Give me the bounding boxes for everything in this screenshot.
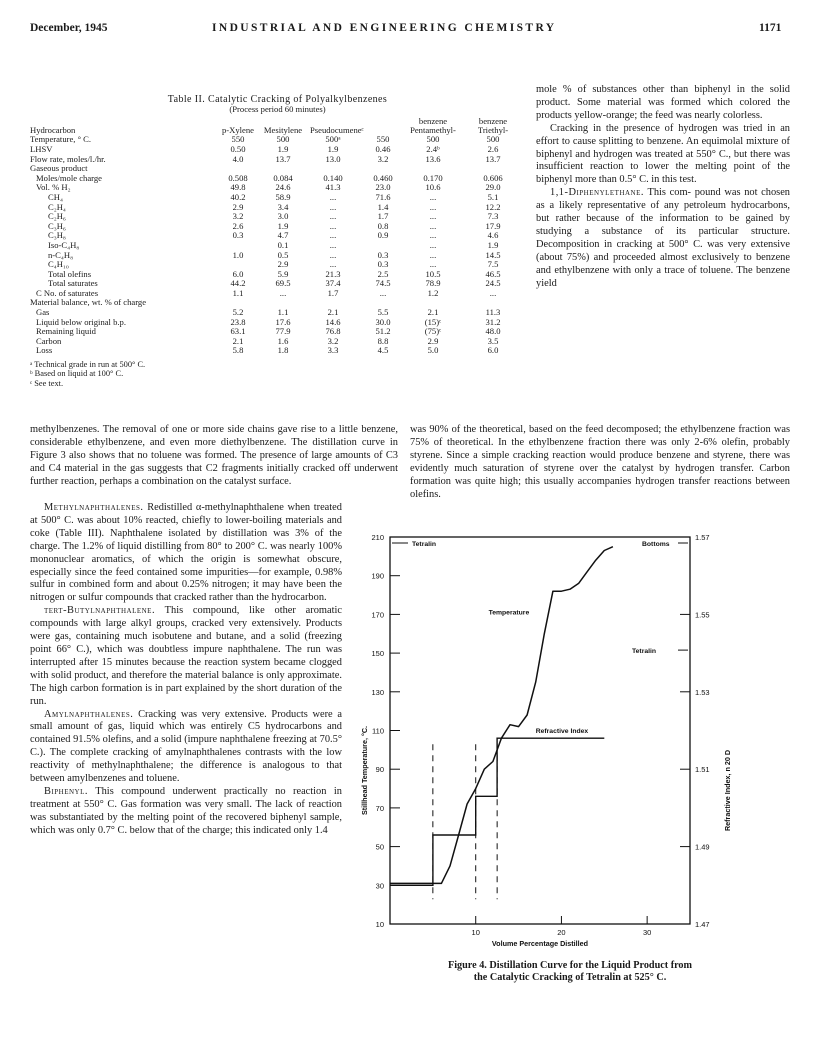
table-cell: 29.0 bbox=[485, 182, 501, 193]
table-cell: 6.0 bbox=[232, 268, 244, 279]
table-cell: ... bbox=[329, 249, 337, 260]
table-cell: 17.6 bbox=[275, 316, 291, 327]
table-cell: 1.2 bbox=[427, 287, 439, 298]
table-cell: 51.2 bbox=[375, 326, 391, 337]
row-label: C No. of saturates bbox=[36, 287, 99, 298]
table-title: Table II. Catalytic Cracking of Polyalkylbenzenes bbox=[167, 94, 388, 105]
table-cell: 5.0 bbox=[427, 345, 439, 356]
table-cell: 46.5 bbox=[485, 268, 501, 279]
table-cell: ... bbox=[329, 239, 337, 250]
table-cell: ... bbox=[329, 211, 337, 222]
table-cell: 0.8 bbox=[377, 220, 389, 231]
row-label: Total saturates bbox=[48, 278, 98, 289]
table-cell: 74.5 bbox=[375, 278, 391, 289]
run-in-heading: Biphenyl. bbox=[44, 785, 88, 797]
table-cell: 500 bbox=[426, 134, 440, 145]
table-cell: benzene bbox=[418, 116, 448, 127]
table-cell: 1.9 bbox=[277, 143, 289, 154]
table-cell: p-Xylene bbox=[222, 124, 254, 135]
row-label: Total olefins bbox=[48, 268, 92, 279]
table-cell: 2.9 bbox=[232, 201, 244, 212]
table-cell: 0.508 bbox=[228, 172, 248, 183]
table-subtitle: (Process period 60 minutes) bbox=[229, 103, 326, 114]
table-cell: 3.2 bbox=[232, 211, 244, 222]
x-tick-label: 10 bbox=[471, 928, 480, 937]
y-tick-label: 70 bbox=[375, 803, 384, 813]
figure-4-chart bbox=[345, 522, 815, 962]
table-cell: 0.3 bbox=[377, 249, 389, 260]
row-label: LHSV bbox=[30, 143, 53, 154]
table-cell: ... bbox=[329, 191, 337, 202]
table-cell: 4.7 bbox=[277, 230, 289, 241]
y-tick-label: 10 bbox=[375, 920, 384, 929]
row-label: CH₄ bbox=[48, 191, 63, 202]
run-in-heading: Methylnaphthalenes. bbox=[44, 502, 144, 513]
table-cell: 7.5 bbox=[487, 259, 499, 270]
table-cell: 1.7 bbox=[377, 211, 389, 222]
y-tick-label: 130 bbox=[371, 687, 384, 697]
table-cell: 500 bbox=[486, 134, 500, 145]
table-cell: 2.1 bbox=[232, 335, 244, 346]
row-label: Hydrocarbon bbox=[30, 124, 76, 135]
table-cell: 5.9 bbox=[277, 268, 289, 279]
table-cell: 13.7 bbox=[485, 153, 501, 164]
paragraph: Cracking in the presence of hydrogen was tried in an effort to cause splitting to benzene. An equimolal mixture of biphenyl and hydrogen was treated at 550° C., but there was insufficient reaction to lower the melting point of the biphenyl more than 0.5° C. in this test. bbox=[536, 122, 790, 186]
table-cell: 0.46 bbox=[375, 143, 391, 154]
table-cell: 0.9 bbox=[377, 230, 389, 241]
table-cell: ... bbox=[429, 211, 437, 222]
annotation-bottoms: Bottoms bbox=[642, 541, 670, 548]
right-column-text bbox=[536, 84, 790, 291]
page-number: 1171 bbox=[759, 22, 782, 34]
row-label: C₃H₈ bbox=[48, 230, 66, 241]
table-cell: 8.8 bbox=[377, 335, 389, 346]
table-cell: Pseudocumeneᶜ bbox=[310, 124, 364, 135]
table-cell: 550 bbox=[231, 134, 245, 145]
table-cell: ... bbox=[329, 201, 337, 212]
y-tick-label: 150 bbox=[371, 649, 384, 659]
table-cell: Mesitylene bbox=[263, 124, 303, 135]
y-tick-label: 110 bbox=[372, 726, 384, 736]
row-label: C₂H₆ bbox=[48, 211, 66, 222]
mid-left-text bbox=[30, 424, 398, 489]
y-tick-label: 30 bbox=[375, 881, 384, 891]
row-label: n-C₄H₈ bbox=[48, 249, 74, 260]
footnote-b: ᵇ Based on liquid at 100° C. bbox=[30, 369, 124, 379]
row-label: Flow rate, moles/l./hr. bbox=[30, 153, 106, 164]
table-cell: ... bbox=[429, 201, 437, 212]
table-cell: 11.3 bbox=[485, 307, 501, 318]
table-cell: 21.3 bbox=[325, 268, 341, 279]
table-cell: 2.9 bbox=[277, 259, 289, 270]
y2-tick-label: 1.47 bbox=[695, 920, 710, 929]
row-label: Liquid below original b.p. bbox=[36, 316, 126, 327]
table-cell: 23.0 bbox=[375, 182, 391, 193]
table-cell: 5.8 bbox=[232, 345, 244, 356]
table-cell: 13.0 bbox=[325, 153, 341, 164]
table-cell: 0.170 bbox=[423, 172, 443, 183]
paragraph-text: Redistilled α-methylnaphthalene when treated at 500° C. was about 10% reacted, chiefly to lower-boiling materials and coke (Table III). Naphthalene isolated by distillation was 3% of the charge. The 1.2% of liquid distilling from 80° to 200° C. was nearly 100% mononuclear aromatics, of which the origin is somewhat obscure, especially since the feed contained some impurities—for example, 0.98% sulfur in combined form and about 0.25% nitrogen; it may have been the nitrogen or sulfur compounds that cracked rather than the hydrocarbon. bbox=[30, 502, 342, 604]
table-cell: 5.2 bbox=[232, 307, 244, 318]
paragraph-text: This compound, like other aromatic compounds with large alkyl groups, cracked very extensively. Products were gas, containing much isobutene and butane, and a solid (freezing point 66° C.), which was doubtless impure naphthalene. The run was interrupted after 15 minutes because the reaction system became clogged with solid product, and therefore the material balance is only approximate. The high carbon formation is in part explained by the short duration of the run. bbox=[30, 605, 342, 707]
table-cell: 4.6 bbox=[487, 230, 499, 241]
y2-tick-label: 1.49 bbox=[695, 842, 710, 852]
paragraph: methylbenzenes. The removal of one or more side chains gave rise to a little benzene, considerable ethylbenzene, and even more diethylbenzene. The distillation curve in Figure 3 also shows that no toluene was formed. The presence of large amounts of C3 and C4 material in the gas suggests that C2 fragments initially cracked off underwent further reaction, perhaps a combination on the catalyst surface. bbox=[30, 424, 398, 487]
table-cell: 5.5 bbox=[377, 307, 389, 318]
table-cell: 1.9 bbox=[327, 143, 339, 154]
table-cell: ... bbox=[329, 230, 337, 241]
journal-title: INDUSTRIAL AND ENGINEERING CHEMISTRY bbox=[212, 22, 557, 34]
temperature-series-line bbox=[390, 547, 613, 884]
paragraph-biphenyl bbox=[30, 786, 342, 838]
table-cell: 41.3 bbox=[325, 182, 341, 193]
row-label: Carbon bbox=[36, 335, 62, 346]
table-cell: 31.2 bbox=[485, 316, 501, 327]
table-row bbox=[30, 155, 525, 165]
table-cell: 7.3 bbox=[487, 211, 499, 222]
row-label: C₄H₁₀ bbox=[48, 259, 69, 270]
y-tick-label: 210 bbox=[371, 533, 384, 542]
table-row bbox=[30, 279, 525, 289]
table-cell: 44.2 bbox=[230, 278, 246, 289]
row-label: Gas bbox=[36, 307, 50, 318]
table-cell: ... bbox=[329, 259, 337, 270]
table-cell: 4.5 bbox=[377, 345, 389, 356]
table-cell: 14.5 bbox=[485, 249, 501, 260]
table-cell: 1.4 bbox=[377, 201, 389, 212]
annotation-tetralin-left: Tetralin bbox=[412, 541, 437, 548]
paragraph-text: pound was not chosen as a likely representative of any petroleum hydrocarbons, but rather because of the information to be gained by studying a substance of its particular structure. Decomposition in cracking at 500° C. was very extensive (about 75%) and proceeded almost exclusively to benzene and ethylbenzene with only a trace of toluene. The benzene yield bbox=[536, 187, 791, 289]
table-cell: ... bbox=[489, 287, 497, 298]
footnote-a: ᵃ Technical grade in run at 500° C. bbox=[30, 360, 146, 370]
annotation-temperature: Temperature bbox=[488, 609, 530, 617]
table-cell: 0.606 bbox=[483, 172, 503, 183]
paragraph: mole % of substances other than biphenyl in the solid product. Some material was formed which colored the products yellow-orange; the feed was nearly colorless. bbox=[536, 84, 790, 121]
y2-tick-label: 1.57 bbox=[695, 533, 710, 542]
table-cell: 0.3 bbox=[377, 259, 389, 270]
table-cell: ... bbox=[279, 287, 287, 298]
figure-caption bbox=[350, 960, 790, 984]
table-cell: 49.8 bbox=[230, 182, 246, 193]
row-label: Gaseous product bbox=[30, 163, 88, 174]
caption-line-1: Figure 4. Distillation Curve for the Liquid Product from bbox=[447, 960, 693, 971]
table-body bbox=[30, 117, 525, 356]
table-cell: ... bbox=[379, 287, 387, 298]
footnote-c: ᶜ See text. bbox=[30, 378, 64, 388]
table-cell: 78.9 bbox=[425, 278, 441, 289]
table-cell: 1.9 bbox=[277, 220, 289, 231]
table-cell: 37.4 bbox=[325, 278, 341, 289]
paragraph: was 90% of the theoretical, based on the feed decomposed; the ethylbenzene fraction was 75% of theoretical. In the ethylbenzene fraction there was only 2-6% olefin, probably styrene. Since a simple cracking reaction would produce benzene and styrene, there was evidently much saturation of styrene over the catalyst by hydrogen transfer. Carbon formation was quite high; this usually accompanies hydrogen transfer reactions between olefins. bbox=[410, 424, 790, 500]
table-cell: 69.5 bbox=[275, 278, 291, 289]
table-cell: 58.9 bbox=[275, 191, 291, 202]
table-cell: 0.3 bbox=[232, 230, 244, 241]
table-cell: 1.7 bbox=[327, 287, 339, 298]
table-cell: 2.4ᵇ bbox=[426, 143, 440, 154]
table-cell: 0.084 bbox=[273, 172, 293, 183]
table-cell: ... bbox=[429, 191, 437, 202]
y2-tick-label: 1.51 bbox=[695, 765, 710, 775]
table-cell: 2.1 bbox=[327, 307, 339, 318]
table-cell: ... bbox=[429, 249, 437, 260]
y-axis-label: Stillhead Temperature, °C. bbox=[360, 725, 369, 816]
table-cell: Triethyl- bbox=[477, 124, 509, 135]
table-cell: 2.5 bbox=[377, 268, 389, 279]
table-cell: 12.2 bbox=[485, 201, 501, 212]
y-tick-label: 190 bbox=[371, 571, 384, 581]
caption-line-2: the Catalytic Cracking of Tetralin at 525° C. bbox=[473, 972, 667, 983]
paragraph-butylnaphthalene bbox=[30, 605, 342, 708]
table-cell: ... bbox=[329, 220, 337, 231]
table-cell: 3.4 bbox=[277, 201, 289, 212]
y-tick-label: 170 bbox=[371, 610, 384, 620]
table-cell: (75)ᶜ bbox=[424, 326, 442, 337]
table-row bbox=[30, 346, 525, 356]
table-cell: 4.0 bbox=[232, 153, 244, 164]
table-cell: 5.1 bbox=[487, 191, 499, 202]
table-cell: 10.6 bbox=[425, 182, 441, 193]
running-date: December, 1945 bbox=[30, 22, 108, 34]
bottom-left-text bbox=[30, 502, 342, 838]
table-cell: 77.9 bbox=[275, 326, 291, 337]
row-label: Vol. % H₂ bbox=[36, 182, 71, 193]
table-cell: 24.6 bbox=[275, 182, 291, 193]
table-cell: 1.6 bbox=[277, 335, 289, 346]
row-label: C₂H₄ bbox=[48, 201, 66, 212]
row-label: Material balance, wt. % of charge bbox=[30, 297, 147, 308]
y2-tick-label: 1.55 bbox=[695, 610, 710, 620]
table-cell: 2.1 bbox=[427, 307, 439, 318]
mid-right-text bbox=[410, 424, 790, 501]
paragraph-methylnaphthalenes bbox=[30, 502, 342, 605]
paragraph-text: This compound underwent practically no reaction in treatment at 550° C. Gas formation was very small. The lack of reaction was substantiated by the melting point of the recovered biphenyl sample, which was only 0.7° C. below that of the charge; this indicated only 1.4 bbox=[30, 785, 342, 836]
table-cell: 500 bbox=[276, 134, 290, 145]
table-cell: 76.8 bbox=[325, 326, 341, 337]
table-cell: 6.0 bbox=[487, 345, 499, 356]
run-in-text: This com- bbox=[647, 187, 692, 199]
row-label: Iso-C₄H₈ bbox=[48, 239, 80, 250]
table-cell: 30.0 bbox=[375, 316, 391, 327]
table-cell: 0.140 bbox=[323, 172, 343, 183]
x-tick-label: 20 bbox=[557, 928, 566, 937]
paragraph-diphenylethane bbox=[536, 187, 790, 290]
table-cell: 17.9 bbox=[485, 220, 501, 231]
run-in-heading: tert-Butylnaphthalene. bbox=[44, 605, 156, 617]
run-in-heading: Amylnaphthalenes. bbox=[44, 708, 134, 720]
table-cell: 10.5 bbox=[425, 268, 441, 279]
table-cell: 24.5 bbox=[485, 278, 501, 289]
table-cell: 13.6 bbox=[425, 153, 441, 164]
paragraph-amylnaphthalenes bbox=[30, 709, 342, 786]
table-cell: 0.5 bbox=[277, 249, 289, 260]
table-cell: 1.9 bbox=[487, 239, 499, 250]
table-cell: 71.6 bbox=[375, 191, 391, 202]
table-cell: 2.6 bbox=[487, 143, 499, 154]
table-cell: 14.6 bbox=[325, 316, 341, 327]
table-cell: 2.9 bbox=[427, 335, 439, 346]
table-cell: Pentamethyl- bbox=[410, 124, 456, 135]
table-cell: ... bbox=[429, 239, 437, 250]
table-cell: 3.5 bbox=[487, 335, 499, 346]
table-cell: 0.1 bbox=[277, 239, 289, 250]
run-in-heading: 1,1-Diphenylethane. bbox=[550, 187, 644, 199]
table-cell: 1.1 bbox=[232, 287, 244, 298]
table-cell: 23.8 bbox=[230, 316, 246, 327]
table-cell: 550 bbox=[376, 134, 390, 145]
table-cell: 40.2 bbox=[230, 191, 246, 202]
row-label: C₃H₆ bbox=[48, 220, 66, 231]
table-cell: (15)ᶜ bbox=[424, 316, 442, 327]
row-label: Moles/mole charge bbox=[36, 172, 102, 183]
table-cell: ... bbox=[429, 230, 437, 241]
table-cell: 1.8 bbox=[277, 345, 289, 356]
row-label: Remaining liquid bbox=[36, 326, 96, 337]
table-cell: 3.2 bbox=[377, 153, 389, 164]
annotation-refractive-index: Refractive Index bbox=[535, 728, 589, 736]
table-cell: 3.2 bbox=[327, 335, 339, 346]
table-cell: 48.0 bbox=[485, 326, 501, 337]
table-cell: 63.1 bbox=[230, 326, 246, 337]
paragraph-text: Cracking was very extensive. Products were a small amount of gas, liquid which was entirely C5 hydrocarbons and contained 91.5% olefins, and a solid (impure naphthalene freezing at 70.5° C.). The complete cracking of amylnaphthalenes contrasts with the low reactivity of methylnaphthalene; the difference is analogous to that between amylbenzenes and toluene. bbox=[30, 708, 342, 785]
row-label: Temperature, ° C. bbox=[30, 134, 92, 145]
y2-tick-label: 1.53 bbox=[695, 687, 710, 697]
table-cell: ... bbox=[429, 220, 437, 231]
table-cell: ... bbox=[429, 259, 437, 270]
table-cell: benzene bbox=[478, 116, 508, 127]
table-footnotes bbox=[30, 360, 525, 388]
table-cell: 2.6 bbox=[232, 220, 244, 231]
x-axis-label: Volume Percentage Distilled bbox=[491, 939, 589, 948]
y-tick-label: 90 bbox=[375, 765, 384, 775]
table-cell: 500ᵃ bbox=[325, 134, 341, 145]
table-cell: 13.7 bbox=[275, 153, 291, 164]
table-cell: 3.0 bbox=[277, 211, 289, 222]
y2-axis-label: Refractive Index, n 20 D bbox=[723, 749, 732, 832]
row-label: Loss bbox=[36, 345, 53, 356]
y-tick-label: 50 bbox=[375, 842, 384, 852]
table-cell: 1.1 bbox=[277, 307, 289, 318]
table-cell: 1.0 bbox=[232, 249, 244, 260]
table-cell: 0.50 bbox=[230, 143, 246, 154]
x-tick-label: 30 bbox=[642, 928, 652, 937]
annotation-tetralin-right: Tetralin bbox=[632, 648, 657, 656]
table-cell: 0.460 bbox=[373, 172, 393, 183]
table-cell: 3.3 bbox=[327, 345, 339, 356]
table-ii bbox=[30, 95, 525, 388]
